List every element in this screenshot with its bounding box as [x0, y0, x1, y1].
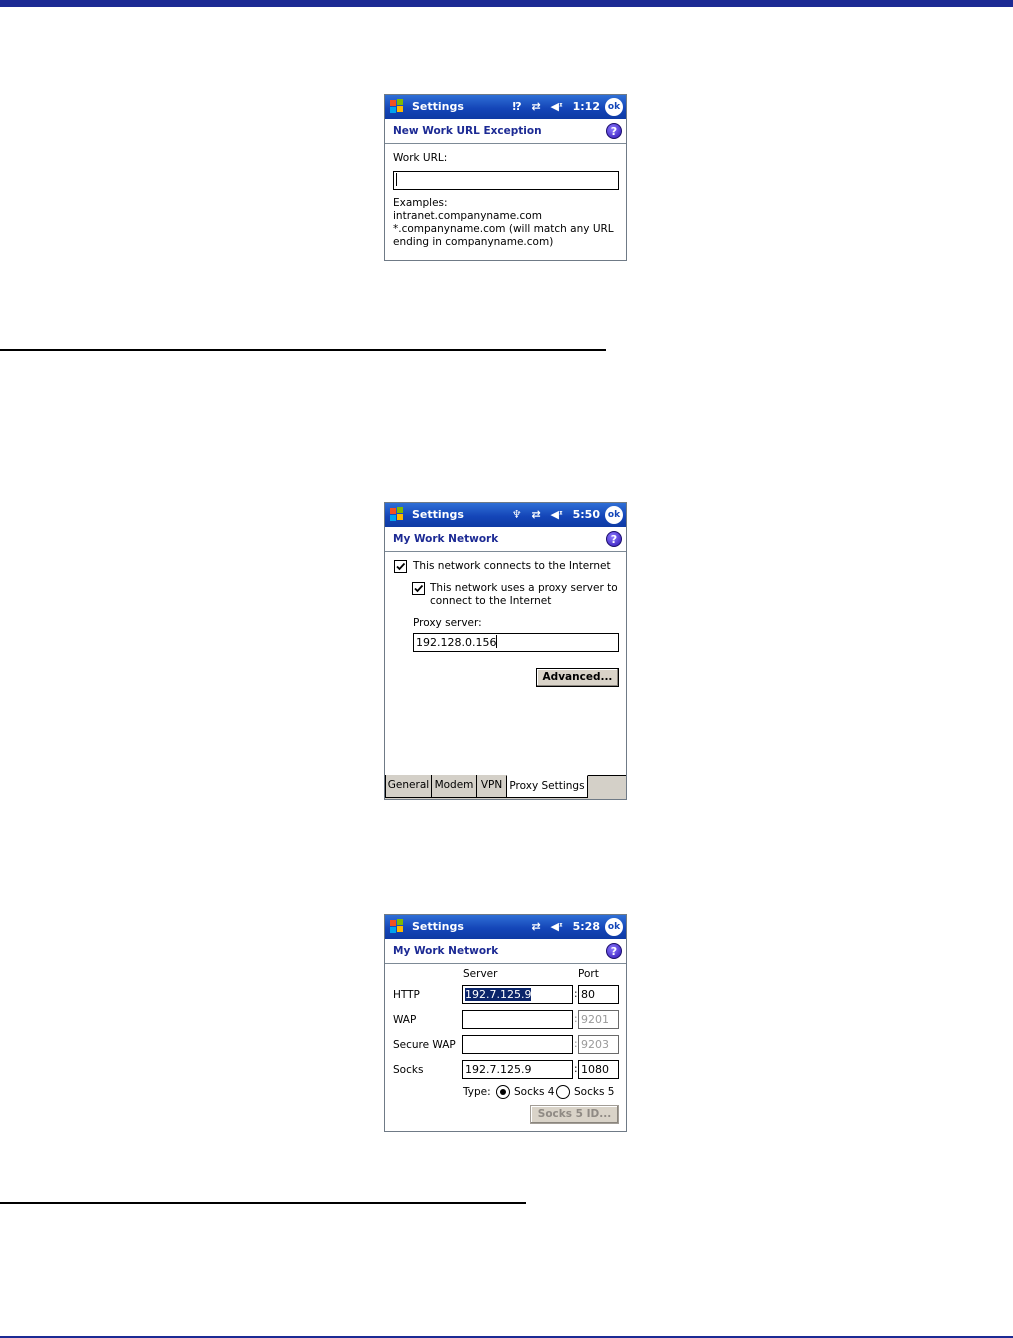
- checkmark-icon: [413, 583, 424, 594]
- screenshot-new-work-url-exception: [384, 94, 627, 261]
- sync-arrows-icon[interactable]: ⇄: [531, 508, 541, 521]
- separator: :: [574, 1038, 578, 1050]
- screenshot-proxy-settings: [384, 502, 627, 800]
- proxy-checkbox-label[interactable]: connect to the Internet: [430, 595, 552, 607]
- radio-selected-dot: [500, 1089, 506, 1095]
- column-header-port: Port: [578, 968, 599, 980]
- separator: :: [574, 1063, 578, 1075]
- windows-start-icon[interactable]: [387, 97, 407, 117]
- proxy-server-input[interactable]: [413, 633, 619, 652]
- page-header: [385, 939, 626, 964]
- document-header-bar: [0, 0, 1013, 7]
- clock[interactable]: 5:50: [572, 508, 600, 521]
- screenshot-advanced-proxy: [384, 914, 627, 1132]
- separator: :: [574, 988, 578, 1000]
- example-line: intranet.companyname.com: [393, 210, 542, 222]
- row-label-socks: Socks: [393, 1064, 424, 1076]
- internet-checkbox[interactable]: [394, 560, 407, 573]
- proxy-checkbox-label[interactable]: This network uses a proxy server to: [430, 582, 618, 594]
- ok-button[interactable]: ok: [605, 98, 623, 116]
- app-title: Settings: [412, 920, 464, 933]
- separator: :: [574, 1013, 578, 1025]
- secure-wap-port-input[interactable]: 9203: [578, 1035, 619, 1054]
- http-server-input[interactable]: [462, 985, 573, 1004]
- title-bar: [385, 503, 626, 527]
- internet-checkbox-label[interactable]: This network connects to the Internet: [413, 560, 611, 572]
- windows-start-icon[interactable]: [387, 505, 407, 525]
- ok-button[interactable]: ok: [605, 918, 623, 936]
- tab-bar: [385, 775, 626, 799]
- tab-general[interactable]: General: [385, 775, 432, 798]
- help-icon[interactable]: ?: [606, 123, 622, 139]
- proxy-server-label: Proxy server:: [413, 617, 482, 629]
- socks-server-input[interactable]: 192.7.125.9: [462, 1060, 573, 1079]
- proxy-server-value: 192.128.0.156: [416, 636, 497, 649]
- clock[interactable]: 5:28: [572, 920, 600, 933]
- ok-button[interactable]: ok: [605, 506, 623, 524]
- socks5-id-button[interactable]: Socks 5 ID...: [530, 1105, 619, 1124]
- work-url-input[interactable]: [393, 171, 619, 190]
- divider-line: [0, 349, 606, 351]
- example-line: ending in companyname.com): [393, 236, 554, 248]
- tab-vpn[interactable]: VPN: [476, 775, 507, 798]
- checkmark-icon: [395, 561, 406, 572]
- socks-port-input[interactable]: 1080: [578, 1060, 619, 1079]
- advanced-button[interactable]: Advanced...: [536, 668, 619, 687]
- page-title: New Work URL Exception: [393, 125, 542, 137]
- socks4-label[interactable]: Socks 4: [514, 1086, 555, 1098]
- help-icon[interactable]: ?: [606, 531, 622, 547]
- title-bar: [385, 95, 626, 119]
- title-bar: [385, 915, 626, 939]
- column-header-server: Server: [463, 968, 498, 980]
- antenna-icon[interactable]: ♆: [511, 508, 522, 521]
- divider-line: [0, 1202, 526, 1204]
- speaker-muted-icon[interactable]: ◀ᶦ: [550, 920, 563, 933]
- page-header: [385, 527, 626, 552]
- app-title: Settings: [412, 100, 464, 113]
- work-url-label: Work URL:: [393, 152, 448, 164]
- row-label-http: HTTP: [393, 989, 420, 1001]
- proxy-checkbox[interactable]: [412, 582, 425, 595]
- connectivity-icon[interactable]: ⁉: [512, 100, 522, 113]
- speaker-muted-icon[interactable]: ◀ᶦ: [550, 100, 563, 113]
- status-icons: [506, 508, 600, 521]
- row-label-secure-wap: Secure WAP: [393, 1039, 456, 1051]
- socks5-radio[interactable]: [556, 1085, 570, 1099]
- text-caret: [496, 635, 497, 648]
- tab-modem[interactable]: Modem: [431, 775, 477, 798]
- wap-server-input[interactable]: [462, 1010, 573, 1029]
- tab-proxy-settings[interactable]: Proxy Settings: [506, 775, 588, 798]
- status-icons: [525, 920, 600, 933]
- wap-port-input[interactable]: 9201: [578, 1010, 619, 1029]
- type-label: Type:: [463, 1086, 491, 1098]
- socks5-label[interactable]: Socks 5: [574, 1086, 615, 1098]
- sync-arrows-icon[interactable]: ⇄: [531, 920, 541, 933]
- app-title: Settings: [412, 508, 464, 521]
- http-port-input[interactable]: 80: [578, 985, 619, 1004]
- page-header: [385, 119, 626, 144]
- page-title: My Work Network: [393, 945, 499, 957]
- example-line: *.companyname.com (will match any URL: [393, 223, 614, 235]
- http-server-value: 192.7.125.9: [465, 988, 532, 1001]
- examples-label: Examples:: [393, 197, 448, 209]
- row-label-wap: WAP: [393, 1014, 417, 1026]
- page-title: My Work Network: [393, 533, 499, 545]
- sync-arrows-icon[interactable]: ⇄: [531, 100, 541, 113]
- speaker-muted-icon[interactable]: ◀ᶦ: [550, 508, 563, 521]
- socks4-radio[interactable]: [496, 1085, 510, 1099]
- secure-wap-server-input[interactable]: [462, 1035, 573, 1054]
- text-caret: [396, 173, 397, 186]
- status-icons: [506, 100, 600, 113]
- clock[interactable]: 1:12: [572, 100, 600, 113]
- windows-start-icon[interactable]: [387, 917, 407, 937]
- help-icon[interactable]: ?: [606, 943, 622, 959]
